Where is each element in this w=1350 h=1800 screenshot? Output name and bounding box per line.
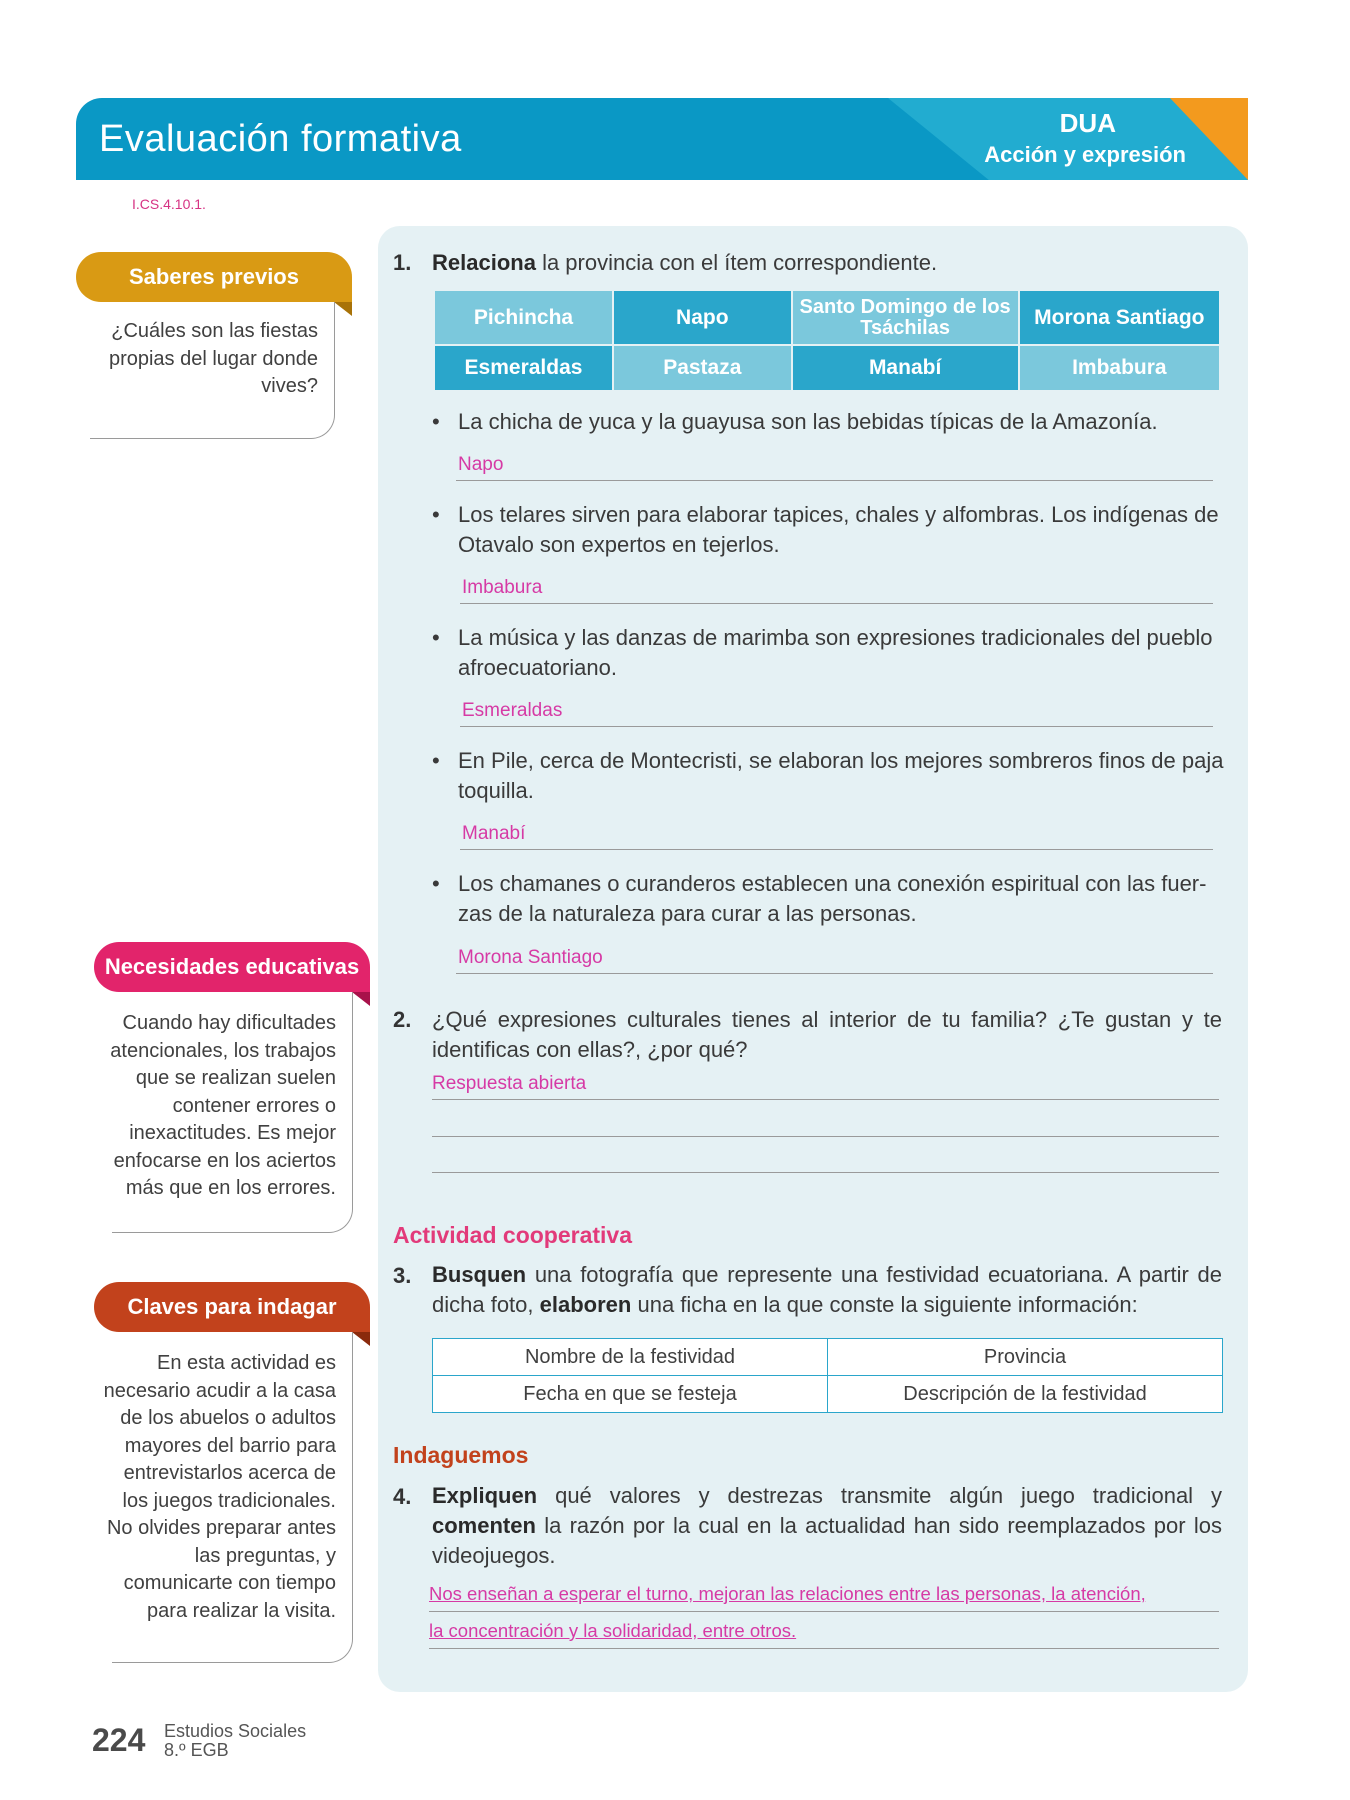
saberes-previos-tab	[76, 252, 352, 302]
item-text: • En Pile, cerca de Montecristi, se elaboran los mejores sombreros finos de paja toquilla.	[458, 748, 1224, 803]
question-1-text	[432, 248, 937, 278]
question-4-text-2: la razón por la cual en la actualidad han sido reemplazados por los videojuegos.	[432, 1513, 1222, 1568]
province-cell: Santo Domingo de los Tsáchilas	[793, 291, 1018, 344]
list-item	[432, 746, 1224, 806]
footer-subject	[164, 1722, 306, 1760]
question-3-text-1: una fotografía que represente una festividad ecuatoriana. A partir de dicha foto,	[432, 1262, 1222, 1317]
question-1-rest: la provincia con el ítem correspondiente.	[542, 250, 938, 275]
table-cell: Descripción de la festividad	[828, 1376, 1223, 1413]
province-cell: Pastaza	[614, 346, 791, 390]
dua-subtitle: Acción y expresión	[984, 142, 1186, 167]
answer-text: Respuesta abierta	[432, 1073, 587, 1094]
answer-line	[460, 577, 1213, 604]
answer-line	[432, 1110, 1219, 1137]
page-number: 224	[92, 1722, 146, 1758]
list-item	[432, 869, 1224, 929]
item-text: • Los chamanes o curanderos establecen una conexión espiritual con las fuer-zas de la naturaleza para curar a las personas.	[458, 871, 1207, 926]
answer-text: Manabí	[462, 823, 526, 844]
question-4-text	[432, 1481, 1222, 1571]
header-banner	[76, 98, 1248, 180]
item-text: • La chicha de yuca y la guayusa son las bebidas típicas de la Amazonía.	[458, 409, 1158, 434]
answer-line	[456, 454, 1213, 481]
question-4-verb-2: comenten	[432, 1513, 536, 1538]
list-item	[432, 623, 1224, 683]
necesidades-educativas-text: Cuando hay dificultades atencionales, los trabajos que se realizan suelen contener errores o inexactitudes. Es mejor enfocarse en los aciertos más que en los errores.	[110, 1012, 336, 1199]
question-number: 3.	[393, 1263, 412, 1288]
province-table	[433, 289, 1221, 392]
question-number: 1.	[393, 250, 412, 275]
answer-line	[429, 1583, 1219, 1612]
table-cell: Nombre de la festividad	[433, 1339, 828, 1376]
tab-fold	[334, 302, 352, 316]
subject-name: Estudios Sociales	[164, 1721, 307, 1741]
festival-fields-table	[432, 1338, 1223, 1413]
saberes-previos-title: Saberes previos	[129, 264, 299, 289]
question-1-verb: Relaciona	[432, 250, 536, 275]
dua-title: DUA	[1059, 108, 1116, 138]
answer-text: Esmeraldas	[462, 700, 563, 721]
grade-label: 8.º EGB	[164, 1740, 229, 1760]
section-title-cooperativa: Actividad cooperativa	[393, 1222, 633, 1248]
answer-line	[432, 1073, 1219, 1100]
answer-line	[460, 700, 1213, 727]
item-text: • La música y las danzas de marimba son expresiones tradicionales del pueblo afroecuatoriano.	[458, 625, 1213, 680]
answer-text: Morona Santiago	[458, 947, 603, 968]
claves-para-indagar-tab	[94, 1282, 370, 1332]
question-4-text-1: qué valores y destrezas transmite algún juego tradicional y	[555, 1483, 1223, 1508]
answer-text: Nos enseñan a esperar el turno, mejoran las relaciones entre las personas, la atención,	[429, 1583, 1146, 1604]
claves-para-indagar-text: En esta actividad es necesario acudir a la casa de los abuelos o adultos mayores del barrio para entrevistarlos acerca de los juegos tradicionales. No olvides preparar antes las preguntas, y comunicarte con tiempo para realizar la visita.	[103, 1352, 336, 1622]
province-cell: Morona Santiago	[1020, 291, 1219, 344]
tab-fold	[352, 992, 370, 1006]
answer-line	[456, 947, 1213, 974]
table-cell: Fecha en que se festeja	[433, 1376, 828, 1413]
answer-text: Imbabura	[462, 577, 543, 598]
question-3-text	[432, 1260, 1222, 1320]
necesidades-educativas-tab	[94, 942, 370, 992]
question-3-verb-1: Busquen	[432, 1262, 527, 1287]
province-cell: Esmeraldas	[435, 346, 612, 390]
province-cell: Imbabura	[1020, 346, 1219, 390]
question-4-verb-1: Expliquen	[432, 1483, 538, 1508]
list-item	[432, 407, 1224, 437]
page-title: Evaluación formativa	[99, 118, 462, 160]
answer-line	[429, 1620, 1219, 1649]
table-cell: Provincia	[828, 1339, 1223, 1376]
section-title-indaguemos: Indaguemos	[393, 1442, 529, 1468]
saberes-previos-text: ¿Cuáles son las fiestas propias del lugar donde vives?	[108, 320, 318, 397]
item-text: • Los telares sirven para elaborar tapices, chales y alfombras. Los indígenas de Otavalo son expertos en tejerlos.	[458, 502, 1219, 557]
question-number: 2.	[393, 1007, 412, 1032]
indicator-code: I.CS.4.10.1.	[132, 196, 206, 212]
province-cell: Napo	[614, 291, 791, 344]
answer-line	[460, 823, 1213, 850]
province-cell: Manabí	[793, 346, 1018, 390]
question-3-text-2: una ficha en la que conste la siguiente información:	[637, 1292, 1138, 1317]
list-item	[432, 500, 1224, 560]
tab-fold	[352, 1332, 370, 1346]
answer-text: Napo	[458, 454, 504, 475]
answer-line	[432, 1146, 1219, 1173]
answer-text: la concentración y la solidaridad, entre otros.	[429, 1620, 797, 1641]
question-3-verb-2: elaboren	[539, 1292, 632, 1317]
necesidades-educativas-title: Necesidades educativas	[104, 954, 360, 979]
question-number: 4.	[393, 1484, 412, 1509]
question-2-text: ¿Qué expresiones culturales tienes al interior de tu familia? ¿Te gustan y te identificas con ellas?, ¿por qué?	[432, 1007, 1222, 1062]
claves-para-indagar-title: Claves para indagar	[127, 1294, 337, 1319]
province-cell: Pichincha	[435, 291, 612, 344]
